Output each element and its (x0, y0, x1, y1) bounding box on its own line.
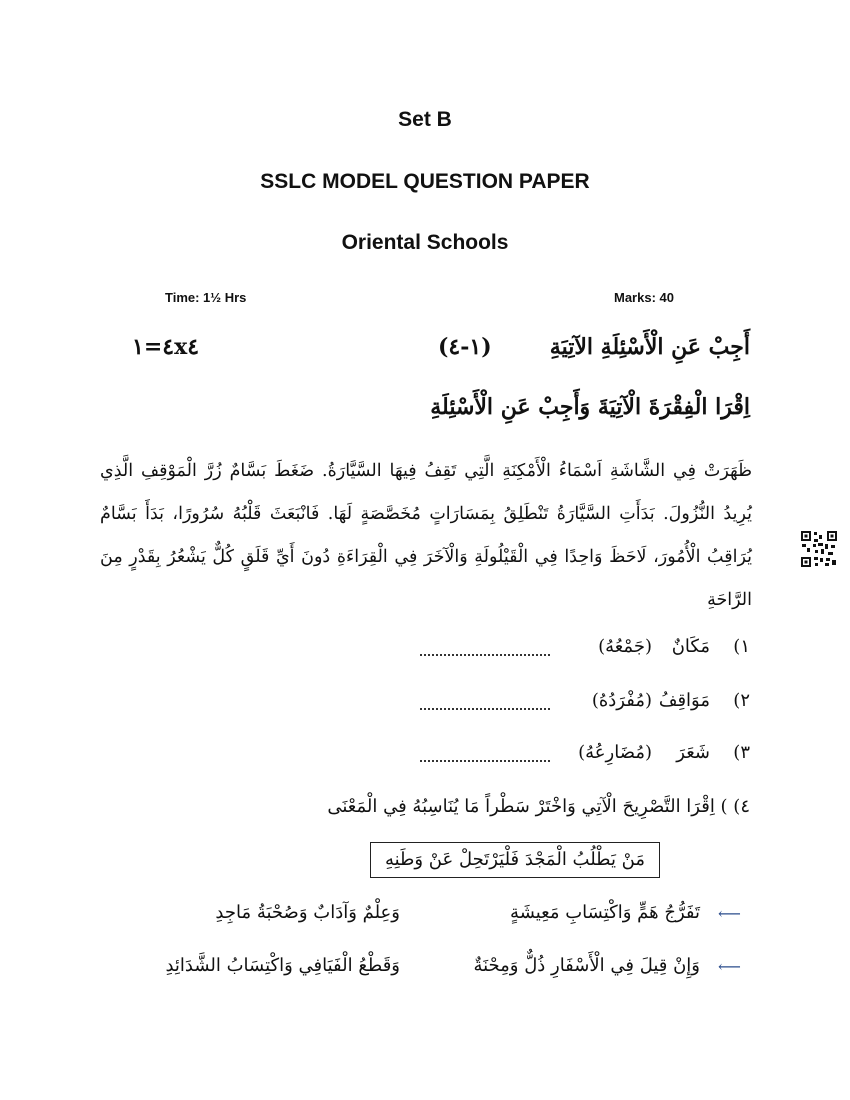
qr-code-icon (800, 530, 838, 568)
question-hint: (مُفْرَدُهُ) (591, 690, 652, 711)
question-number: ٢) (733, 690, 750, 711)
question-word: شَعَرَ (676, 742, 710, 763)
reading-paragraph: ظَهَرَتْ فِي الشَّاشَةِ اَسْمَاءُ الْأَمْكِنَةِ الَّتِي تَقِفُ فِيهَا السَّيَّارَةُ. ضَغَطَ بَسَّامٌ زُرَّ الْمَوْقِفِ الَّذِي يُرِيدُ النُّزُولَ. بَدَأَتِ السَّيَّارَةُ تَنْطَلِقُ بِمَسَارَاتٍ مُخَصَّصَةٍ لَهَا. فَانْبَعَثَ قَلْبُهُ سُرُورًا، بَدَأَ بَسَّامٌ يُرَاقِبُ الْأُمُورَ، لَاحَظَ وَاحِدًا فِي الْقَيْلُولَةِ وَالْآخَرَ فِي الْقِرَاءَةِ دُونَ أَيِّ قَلَقٍ كُلٌّ يَشْعُرُ بِقَدْرٍ مِنَ الرَّاحَةِ (100, 461, 752, 610)
question-hint: (جَمْعُهُ) (598, 636, 652, 657)
option-first-half: وَإِنْ قِيلَ فِي الْأَسْفَارِ ذُلٌّ وَمِحْنَةٌ (473, 955, 700, 976)
option-second-half: وَعِلْمٌ وَآدَابٌ وَصُحْبَةُ مَاجِدِ (215, 902, 400, 923)
answer-blank[interactable] (420, 760, 550, 762)
question-number: ٣) (733, 742, 750, 763)
arrow-left-icon: ⟵ (718, 957, 741, 976)
reading-instruction: اِقْرَا الْفِقْرَةَ الْآتِيَةَ وَأَجِبْ عَنِ الْأَسْئِلَةِ (430, 394, 750, 420)
question-item (0, 690, 850, 720)
question-item (0, 636, 850, 666)
set-label: Set B (398, 108, 452, 131)
answer-blank[interactable] (420, 708, 550, 710)
option-row[interactable] (0, 902, 850, 934)
question-hint: (مُضَارِعُهُ) (578, 742, 652, 763)
school-name: Oriental Schools (341, 231, 509, 254)
option-second-half: وَقَطْعُ الْفَيَافِي وَاكْتِسَابُ الشَّدَائِدِ (165, 955, 400, 976)
question-word: مَكَانٌ (671, 636, 710, 657)
question-range: (١-٤) (438, 334, 492, 360)
paper-title: SSLC MODEL QUESTION PAPER (260, 170, 590, 193)
question-four: ٤) ) اِقْرَا التَّصْرِيحَ الْآتِي وَاخْتَرْ سَطْراً مَا يُنَاسِبُهُ فِي الْمَعْنَى (327, 796, 750, 817)
question-number: ١) (733, 636, 750, 657)
arrow-left-icon: ⟵ (718, 904, 741, 923)
option-first-half: تَفَرُّجُ هَمٍّ وَاكْتِسَابِ مَعِيشَةٍ (510, 902, 700, 923)
question-word: مَوَاقِفُ (658, 690, 710, 711)
marks-label: Marks: 40 (614, 290, 674, 305)
answer-blank[interactable] (420, 654, 550, 656)
time-label: Time: 1½ Hrs (165, 290, 247, 305)
section-heading: أَجِبْ عَنِ الْأَسْئِلَةِ الآتِيَةِ (549, 334, 750, 360)
option-row[interactable] (0, 955, 850, 987)
section-marks: ٤=١x٤ (132, 334, 200, 360)
question-item (0, 742, 850, 772)
boxed-statement: مَنْ يَطْلُبُ الْمَجْدَ فَلْيَرْتَحِلْ عَنْ وَطَنِهِ (370, 842, 660, 878)
